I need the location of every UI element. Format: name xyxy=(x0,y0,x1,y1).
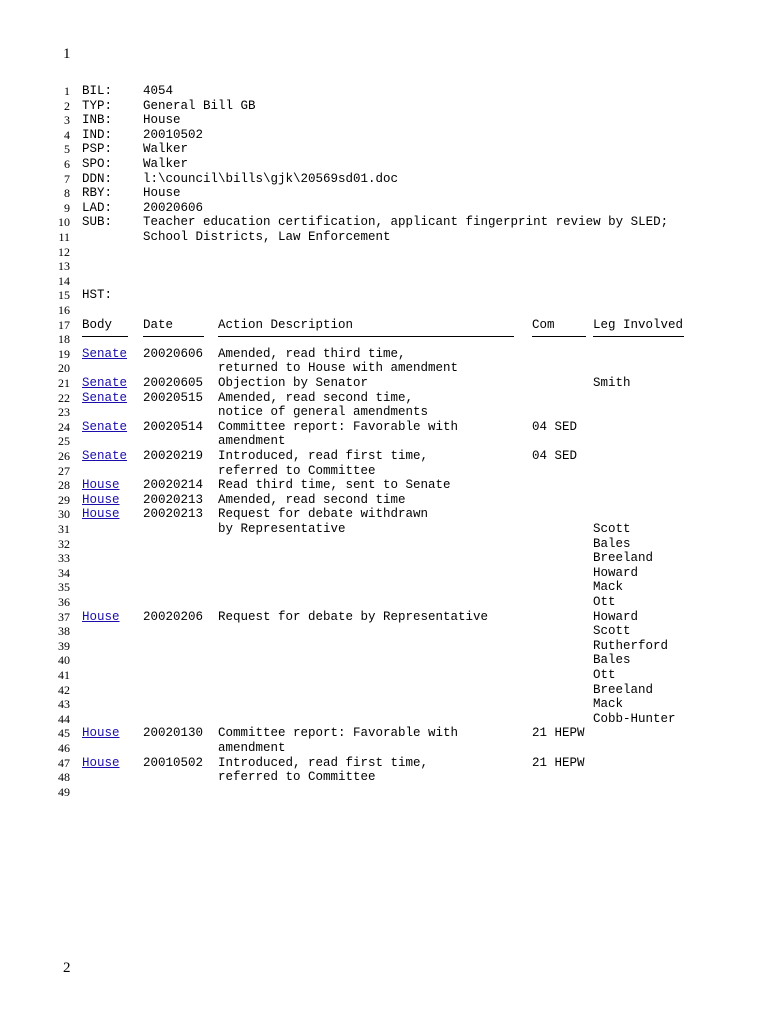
history-legislator: Mack xyxy=(593,580,624,595)
line-number: 25 xyxy=(58,434,70,449)
line-number: 49 xyxy=(58,784,70,799)
history-legislator: Smith xyxy=(593,376,631,390)
history-body-cell xyxy=(82,391,127,406)
line-number: 31 xyxy=(58,522,70,536)
history-legislator: Cobb-Hunter xyxy=(593,711,676,726)
history-body-link[interactable]: House xyxy=(82,755,120,770)
history-legislator: Bales xyxy=(593,536,631,551)
history-body-cell xyxy=(82,376,127,391)
line-number: 18 xyxy=(58,332,70,347)
line-number: 7 xyxy=(64,171,70,186)
history-action: Amended, read second time, xyxy=(218,390,414,405)
header-field-value: Teacher education certification, applicant fingerprint review by SLED; xyxy=(143,215,669,230)
history-body-cell xyxy=(82,449,127,464)
line-number: 4 xyxy=(64,127,70,142)
history-body-link[interactable]: Senate xyxy=(82,449,128,463)
history-body-link[interactable]: House xyxy=(82,478,120,493)
column-underline xyxy=(532,336,586,337)
history-body-cell xyxy=(82,347,127,362)
history-body-link[interactable]: Senate xyxy=(82,390,128,405)
header-field-label: SUB: xyxy=(82,215,113,230)
history-date: 20020606 xyxy=(143,346,204,361)
history-action: Amended, read second time xyxy=(218,492,406,507)
header-field-label: INB: xyxy=(82,113,113,128)
column-header-action: Action Description xyxy=(218,317,354,332)
line-number: 10 xyxy=(58,215,70,230)
history-body-link[interactable]: House xyxy=(82,492,120,507)
line-number: 12 xyxy=(58,244,70,259)
history-action: Committee report: Favorable with xyxy=(218,726,459,741)
line-number: 21 xyxy=(58,376,70,390)
line-number: 23 xyxy=(58,405,70,420)
history-body-link[interactable]: House xyxy=(82,609,120,624)
line-number: 11 xyxy=(58,230,70,244)
line-number: 24 xyxy=(58,419,70,434)
page-number-top: 1 xyxy=(63,46,71,62)
column-header-date: Date xyxy=(143,317,174,332)
line-number: 27 xyxy=(58,463,70,478)
history-date: 20010502 xyxy=(143,755,204,770)
history-legislator: Scott xyxy=(593,624,631,639)
line-number: 40 xyxy=(58,653,70,668)
header-field-value: l:\council\bills\gjk\20569sd01.doc xyxy=(143,171,399,186)
history-action: Objection by Senator xyxy=(218,376,369,390)
history-action: Introduced, read first time, xyxy=(218,449,429,463)
column-underline xyxy=(82,336,128,337)
history-body-link[interactable]: Senate xyxy=(82,346,128,361)
line-number: 38 xyxy=(58,624,70,639)
history-legislator: Howard xyxy=(593,609,639,624)
line-number: 46 xyxy=(58,741,70,755)
history-action: referred to Committee xyxy=(218,770,376,785)
header-field-label: LAD: xyxy=(82,200,113,215)
line-number: 37 xyxy=(58,609,70,624)
line-number: 13 xyxy=(58,259,70,274)
history-date: 20020515 xyxy=(143,390,204,405)
line-number: 44 xyxy=(58,711,70,726)
history-action: by Representative xyxy=(218,522,346,536)
line-number: 30 xyxy=(58,507,70,522)
line-number: 32 xyxy=(58,536,70,551)
header-field-value: House xyxy=(143,186,181,201)
history-legislator: Bales xyxy=(593,653,631,668)
history-body-link[interactable]: Senate xyxy=(82,419,128,434)
history-action: Introduced, read first time, xyxy=(218,755,429,770)
page-number-bottom: 2 xyxy=(63,960,71,976)
history-date: 20020605 xyxy=(143,376,204,390)
history-date: 20020219 xyxy=(143,449,204,463)
line-number: 33 xyxy=(58,551,70,566)
history-body-link[interactable]: House xyxy=(82,507,120,522)
history-action: amendment xyxy=(218,434,286,449)
line-number: 47 xyxy=(58,755,70,770)
column-header-com: Com xyxy=(532,317,555,332)
history-body-link[interactable]: Senate xyxy=(82,376,128,390)
history-body-link[interactable]: House xyxy=(82,726,120,741)
history-body-cell xyxy=(82,610,120,625)
history-legislator: Scott xyxy=(593,522,631,536)
line-number: 20 xyxy=(58,361,70,376)
history-action: referred to Committee xyxy=(218,463,376,478)
column-underline xyxy=(593,336,684,337)
line-number: 3 xyxy=(64,113,70,128)
line-number: 15 xyxy=(58,288,70,303)
line-number: 39 xyxy=(58,638,70,653)
header-field-value: Walker xyxy=(143,142,189,157)
line-number: 26 xyxy=(58,449,70,463)
line-number: 45 xyxy=(58,726,70,741)
line-number: 29 xyxy=(58,492,70,507)
header-field-label: BIL: xyxy=(82,84,113,98)
column-underline xyxy=(143,336,204,337)
history-legislator: Ott xyxy=(593,595,616,609)
line-number: 5 xyxy=(64,142,70,157)
history-action: Request for debate by Representative xyxy=(218,609,489,624)
line-number: 14 xyxy=(58,273,70,288)
history-legislator: Mack xyxy=(593,697,624,712)
history-date: 20020213 xyxy=(143,507,204,522)
history-legislator: Ott xyxy=(593,668,616,682)
line-number: 42 xyxy=(58,682,70,697)
line-number: 22 xyxy=(58,390,70,405)
line-number: 2 xyxy=(64,98,70,113)
history-label: HST: xyxy=(82,288,113,303)
history-committee: 21 HEPW xyxy=(532,755,585,770)
history-action: Committee report: Favorable with xyxy=(218,419,459,434)
history-legislator: Rutherford xyxy=(593,638,669,653)
history-action: returned to House with amendment xyxy=(218,361,459,376)
history-date: 20020214 xyxy=(143,478,204,493)
header-field-value: 4054 xyxy=(143,84,174,98)
history-action: Read third time, sent to Senate xyxy=(218,478,451,493)
line-number: 43 xyxy=(58,697,70,712)
history-body-cell xyxy=(82,493,120,508)
header-field-value: House xyxy=(143,113,181,128)
history-action: notice of general amendments xyxy=(218,405,429,420)
history-date: 20020213 xyxy=(143,492,204,507)
history-body-cell xyxy=(82,726,120,741)
history-legislator: Breeland xyxy=(593,551,654,566)
history-body-cell xyxy=(82,478,120,493)
header-field-label: IND: xyxy=(82,127,113,142)
header-field-label: TYP: xyxy=(82,98,113,113)
column-header-leg: Leg Involved xyxy=(593,317,684,332)
history-committee: 04 SED xyxy=(532,449,578,463)
header-field-value: School Districts, Law Enforcement xyxy=(143,230,391,244)
header-field-label: SPO: xyxy=(82,157,113,171)
header-field-label: PSP: xyxy=(82,142,113,157)
line-number: 19 xyxy=(58,346,70,361)
history-action: Amended, read third time, xyxy=(218,346,406,361)
line-number: 36 xyxy=(58,595,70,609)
header-field-label: RBY: xyxy=(82,186,113,201)
line-number: 35 xyxy=(58,580,70,595)
line-number: 41 xyxy=(58,668,70,682)
history-action: Request for debate withdrawn xyxy=(218,507,429,522)
header-field-value: Walker xyxy=(143,157,189,171)
history-body-cell xyxy=(82,420,127,435)
line-number: 48 xyxy=(58,770,70,785)
history-legislator: Howard xyxy=(593,565,639,580)
history-committee: 21 HEPW xyxy=(532,726,585,741)
history-committee: 04 SED xyxy=(532,419,578,434)
line-number: 17 xyxy=(58,317,70,332)
history-date: 20020130 xyxy=(143,726,204,741)
line-number: 9 xyxy=(64,200,70,215)
line-number: 8 xyxy=(64,186,70,201)
header-field-value: General Bill GB xyxy=(143,98,256,113)
history-action: amendment xyxy=(218,741,286,755)
line-number: 1 xyxy=(64,84,70,98)
column-header-body: Body xyxy=(82,317,113,332)
line-number: 6 xyxy=(64,157,70,171)
header-field-value: 20010502 xyxy=(143,127,204,142)
header-field-value: 20020606 xyxy=(143,200,204,215)
history-body-cell xyxy=(82,507,120,522)
line-number: 28 xyxy=(58,478,70,493)
line-number: 16 xyxy=(58,303,70,317)
history-legislator: Breeland xyxy=(593,682,654,697)
line-number: 34 xyxy=(58,565,70,580)
history-date: 20020514 xyxy=(143,419,204,434)
column-underline xyxy=(218,336,514,337)
header-field-label: DDN: xyxy=(82,171,113,186)
history-body-cell xyxy=(82,756,120,771)
history-date: 20020206 xyxy=(143,609,204,624)
